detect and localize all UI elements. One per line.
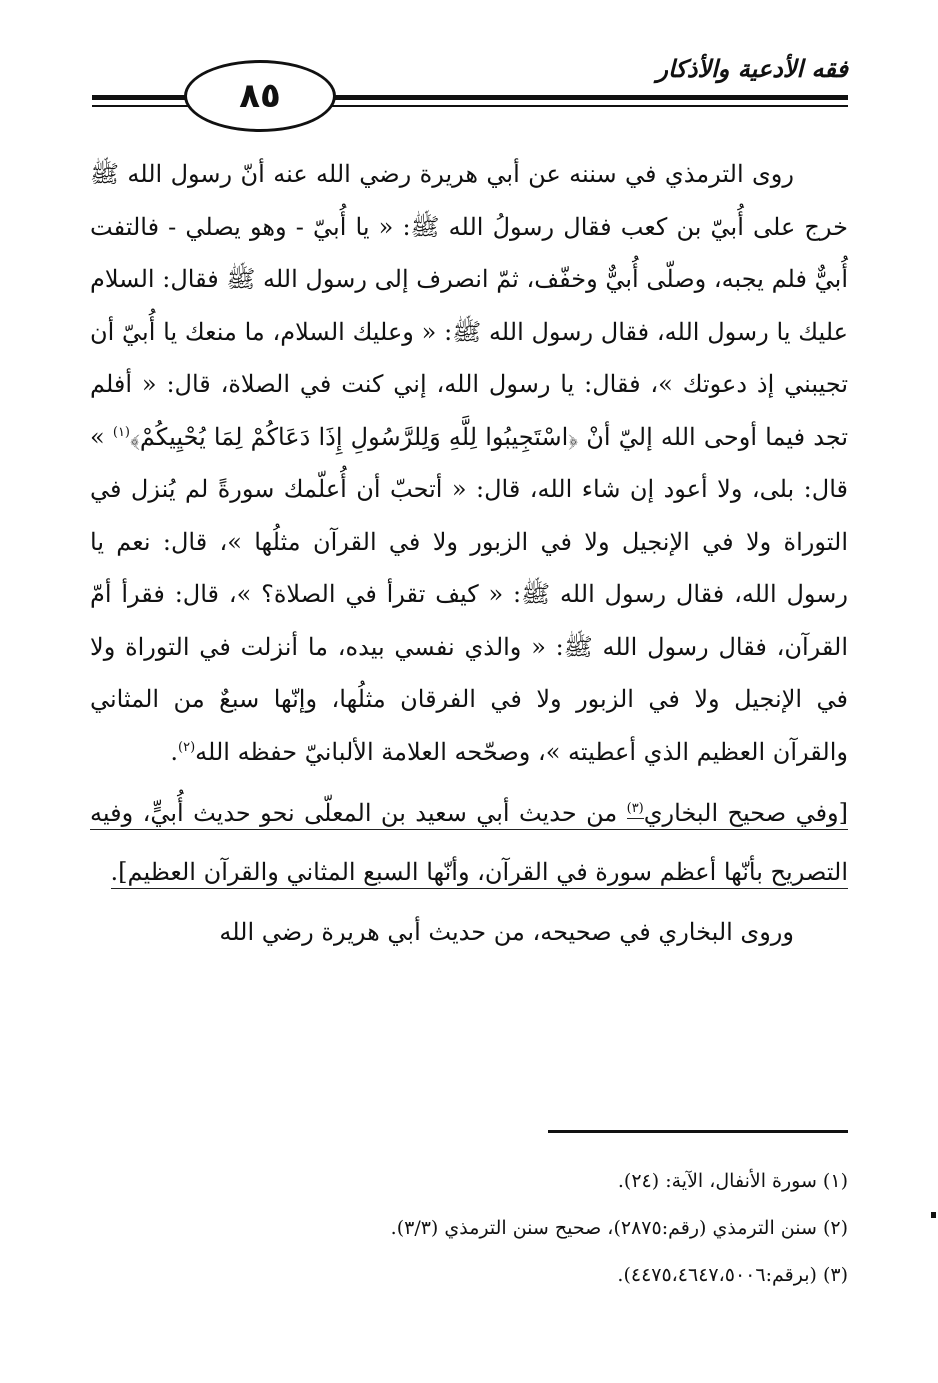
paragraph-bukhari-hadith [90,906,848,959]
running-title: فقه الأدعية والأذكار [656,55,848,83]
paragraph-bukhari-note [90,784,848,902]
footnote-ref-1: (١) [112,424,130,440]
paragraph-text: [وفي صحيح البخاري [644,799,848,830]
paragraph-text: وروى البخاري في صحيحه، من حديث أبي هريرة رضي الله [219,918,794,946]
paragraph-text: . [170,737,179,766]
footnote-2: (٢) سنن الترمذي (رقم:٢٨٧٥)، صحيح سنن الترمذي (٣/٣). [390,1217,848,1239]
paragraph-text: » قال: بلى، ولا أعود إن شاء الله، قال: « أتحبّ أن أُعلّمك سورةً لم يُنزل في التوراة ولا في الإنجيل ولا في الزبور ولا في القرآن مثلُها »، قال: نعم يا رسول الله، فقال رسول الله ﷺ: « كيف تقرأ في الصلاة؟ »، قال: فقرأ أمّ القرآن، فقال رسول الله ﷺ: « والذي نفسي بيده، ما أنزلت في التوراة ولا في الإنجيل ولا في الزبور ولا في الفرقان مثلُها، وإنّها سبعٌ من المثاني والقرآن العظيم الذي أعطيته »، وصحّحه العلامة الألبانيّ حفظه الله [90,422,848,766]
paragraph-text: من حديث أبي سعيد بن المعلّى نحو حديث أُبيٍّ، وفيه التصريح بأنّها أعظم سورة في القرآن، وأنّها السبع المثاني والقرآن العظيم]. [90,799,848,889]
underlined-note [90,799,848,889]
page-header [92,55,848,135]
paragraph-hadith-tirmidhi [90,148,848,778]
footnotes [90,1158,848,1299]
footnote-1: (١) سورة الأنفال، الآية: (٢٤). [617,1170,848,1192]
paragraph-text: روى الترمذي في سننه عن أبي هريرة رضي الله عنه أنّ رسول الله ﷺ خرج على أُبيّ بن كعب فقال رسولُ الله ﷺ: « يا أُبيّ - وهو يصلي - فالتفت أُبيٌّ فلم يجبه، وصلّى أُبيٌّ وخفّف، ثمّ انصرف إلى رسول الله ﷺ فقال: السلام عليك يا رسول الله، فقال رسول الله ﷺ: « وعليك السلام، ما منعك يا أُبيّ أن تجيبني إذ دعوتك »، فقال: يا رسول الله، إني كنت في الصلاة، قال: « أفلم تجد فيما أوحى الله إليّ أنْ ﴿اسْتَجِيبُوا لِلَّهِ وَلِلرَّسُولِ إِذَا دَعَاكُمْ لِمَا يُحْيِيكُمْ﴾ [90,160,849,451]
footnote-separator [548,1130,848,1133]
footnote-3: (٣) (برقم:٤٤٧٥،٤٦٤٧،٥٠٠٦). [617,1264,848,1286]
page-number-oval [184,60,336,132]
footnote-ref-2: (٢) [178,739,196,755]
scan-mark [931,1212,936,1218]
footnote-ref-3: (٣) [627,801,644,819]
main-text [90,148,848,959]
page-number: ٨٥ [239,76,281,116]
